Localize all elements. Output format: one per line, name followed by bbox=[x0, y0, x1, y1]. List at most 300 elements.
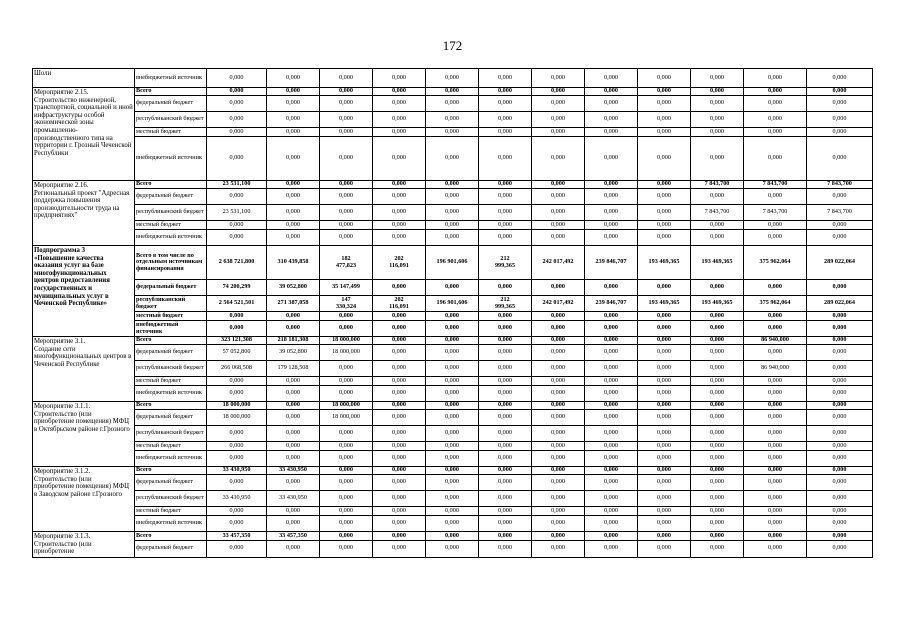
amount-cell: 0,000 bbox=[373, 451, 426, 467]
table-row bbox=[33, 475, 873, 491]
amount-cell: 0,000 bbox=[532, 402, 585, 410]
amount-cell: 0,000 bbox=[373, 442, 426, 451]
amount-cell: 0,000 bbox=[373, 181, 426, 189]
funding-source-cell: Всего bbox=[135, 337, 207, 345]
amount-cell: 289 022,064 bbox=[807, 246, 873, 280]
funding-source-cell: федеральный бюджет bbox=[135, 96, 207, 112]
amount-cell: 0,000 bbox=[807, 377, 873, 386]
amount-cell: 0,000 bbox=[207, 377, 267, 386]
amount-cell: 0,000 bbox=[532, 516, 585, 532]
amount-cell: 0,000 bbox=[744, 532, 807, 541]
amount-cell: 0,000 bbox=[267, 181, 320, 189]
amount-cell: 0,000 bbox=[532, 230, 585, 246]
amount-cell: 0,000 bbox=[426, 402, 479, 410]
amount-cell: 0,000 bbox=[426, 451, 479, 467]
amount-cell: 0,000 bbox=[320, 540, 373, 557]
amount-cell: 0,000 bbox=[638, 321, 691, 337]
amount-cell: 0,000 bbox=[744, 221, 807, 230]
amount-cell: 0,000 bbox=[320, 321, 373, 337]
amount-cell: 0,000 bbox=[320, 128, 373, 137]
amount-cell: 0,000 bbox=[373, 128, 426, 137]
amount-cell: 0,000 bbox=[691, 467, 744, 475]
budget-table-body bbox=[33, 69, 873, 558]
amount-cell: 0,000 bbox=[691, 230, 744, 246]
amount-cell: 33 430,950 bbox=[267, 467, 320, 475]
measure-name-cell: Мероприятие 3.1.2. Строительство (или приобретение помещения) МФЦ в Заводском районе г.Грозного bbox=[33, 467, 135, 532]
amount-cell: 0,000 bbox=[267, 475, 320, 491]
amount-cell: 0,000 bbox=[426, 475, 479, 491]
amount-cell: 0,000 bbox=[207, 137, 267, 181]
amount-cell: 0,000 bbox=[691, 345, 744, 361]
measure-name-cell: Шоли bbox=[33, 69, 135, 88]
amount-cell: 0,000 bbox=[585, 402, 638, 410]
amount-cell: 0,000 bbox=[479, 69, 532, 88]
table-row bbox=[33, 442, 873, 451]
amount-cell: 0,000 bbox=[479, 442, 532, 451]
amount-cell: 0,000 bbox=[373, 205, 426, 221]
amount-cell: 0,000 bbox=[267, 386, 320, 402]
amount-cell: 0,000 bbox=[479, 361, 532, 377]
amount-cell: 0,000 bbox=[691, 507, 744, 516]
amount-cell: 0,000 bbox=[691, 221, 744, 230]
amount-cell: 0,000 bbox=[807, 402, 873, 410]
amount-cell: 0,000 bbox=[426, 189, 479, 205]
funding-source-cell: федеральный бюджет bbox=[135, 410, 207, 426]
amount-cell: 0,000 bbox=[585, 181, 638, 189]
funding-source-cell: внебюджетный источник bbox=[135, 386, 207, 402]
amount-cell: 0,000 bbox=[426, 312, 479, 321]
funding-source-cell: республиканский бюджет bbox=[135, 112, 207, 128]
amount-cell: 0,000 bbox=[532, 467, 585, 475]
table-row bbox=[33, 377, 873, 386]
amount-cell: 0,000 bbox=[479, 205, 532, 221]
amount-cell: 193 469,365 bbox=[638, 296, 691, 312]
amount-cell: 271 387,058 bbox=[267, 296, 320, 312]
amount-cell: 0,000 bbox=[744, 230, 807, 246]
amount-cell: 0,000 bbox=[744, 112, 807, 128]
amount-cell: 0,000 bbox=[426, 345, 479, 361]
amount-cell: 0,000 bbox=[532, 491, 585, 507]
funding-source-cell: Всего в том числе по отдельным источникам финансирования bbox=[135, 246, 207, 280]
amount-cell: 0,000 bbox=[744, 386, 807, 402]
amount-cell: 0,000 bbox=[479, 337, 532, 345]
amount-cell: 0,000 bbox=[479, 491, 532, 507]
amount-cell: 0,000 bbox=[479, 181, 532, 189]
amount-cell: 0,000 bbox=[373, 345, 426, 361]
amount-cell: 0,000 bbox=[638, 230, 691, 246]
amount-cell: 18 000,000 bbox=[320, 410, 373, 426]
amount-cell: 0,000 bbox=[320, 230, 373, 246]
funding-source-cell: федеральный бюджет bbox=[135, 540, 207, 557]
amount-cell: 0,000 bbox=[638, 88, 691, 96]
funding-source-cell: федеральный бюджет bbox=[135, 280, 207, 296]
amount-cell: 218 181,308 bbox=[267, 337, 320, 345]
amount-cell: 0,000 bbox=[267, 426, 320, 442]
amount-cell: 0,000 bbox=[691, 189, 744, 205]
amount-cell: 7 843,700 bbox=[807, 205, 873, 221]
amount-cell: 0,000 bbox=[585, 540, 638, 557]
amount-cell: 0,000 bbox=[744, 312, 807, 321]
amount-cell: 7 843,700 bbox=[691, 205, 744, 221]
funding-source-cell: местный бюджет bbox=[135, 507, 207, 516]
amount-cell: 0,000 bbox=[638, 410, 691, 426]
amount-cell: 0,000 bbox=[479, 402, 532, 410]
table-row bbox=[33, 507, 873, 516]
table-row bbox=[33, 321, 873, 337]
amount-cell: 147 330,324 bbox=[320, 296, 373, 312]
amount-cell: 0,000 bbox=[744, 137, 807, 181]
table-row bbox=[33, 345, 873, 361]
amount-cell: 18 000,000 bbox=[207, 410, 267, 426]
amount-cell: 0,000 bbox=[479, 189, 532, 205]
amount-cell: 179 128,508 bbox=[267, 361, 320, 377]
amount-cell: 0,000 bbox=[267, 112, 320, 128]
amount-cell: 0,000 bbox=[807, 442, 873, 451]
amount-cell: 0,000 bbox=[807, 386, 873, 402]
amount-cell: 0,000 bbox=[744, 96, 807, 112]
table-row bbox=[33, 69, 873, 88]
amount-cell: 0,000 bbox=[320, 205, 373, 221]
amount-cell: 242 017,492 bbox=[532, 296, 585, 312]
amount-cell: 0,000 bbox=[807, 507, 873, 516]
amount-cell: 0,000 bbox=[207, 475, 267, 491]
amount-cell: 0,000 bbox=[638, 467, 691, 475]
amount-cell: 0,000 bbox=[479, 475, 532, 491]
table-row bbox=[33, 181, 873, 189]
amount-cell: 0,000 bbox=[479, 426, 532, 442]
amount-cell: 0,000 bbox=[744, 467, 807, 475]
amount-cell: 0,000 bbox=[426, 491, 479, 507]
amount-cell: 182 477,823 bbox=[320, 246, 373, 280]
amount-cell: 0,000 bbox=[585, 312, 638, 321]
table-row bbox=[33, 402, 873, 410]
funding-source-cell: федеральный бюджет bbox=[135, 189, 207, 205]
amount-cell: 0,000 bbox=[744, 377, 807, 386]
funding-source-cell: Всего bbox=[135, 467, 207, 475]
amount-cell: 242 017,492 bbox=[532, 246, 585, 280]
amount-cell: 0,000 bbox=[532, 96, 585, 112]
amount-cell: 0,000 bbox=[807, 221, 873, 230]
amount-cell: 0,000 bbox=[807, 137, 873, 181]
amount-cell: 0,000 bbox=[744, 280, 807, 296]
amount-cell: 0,000 bbox=[267, 451, 320, 467]
amount-cell: 33 430,950 bbox=[207, 491, 267, 507]
table-row bbox=[33, 361, 873, 377]
amount-cell: 39 052,800 bbox=[267, 345, 320, 361]
amount-cell: 0,000 bbox=[267, 221, 320, 230]
amount-cell: 0,000 bbox=[426, 137, 479, 181]
funding-source-cell: внебюджетный источник bbox=[135, 451, 207, 467]
amount-cell: 0,000 bbox=[320, 507, 373, 516]
amount-cell: 0,000 bbox=[479, 137, 532, 181]
amount-cell: 0,000 bbox=[373, 386, 426, 402]
amount-cell: 0,000 bbox=[638, 516, 691, 532]
amount-cell: 0,000 bbox=[373, 426, 426, 442]
amount-cell: 0,000 bbox=[532, 442, 585, 451]
amount-cell: 0,000 bbox=[585, 451, 638, 467]
amount-cell: 0,000 bbox=[426, 321, 479, 337]
amount-cell: 193 469,365 bbox=[638, 246, 691, 280]
amount-cell: 7 843,700 bbox=[744, 181, 807, 189]
table-row bbox=[33, 230, 873, 246]
amount-cell: 23 531,100 bbox=[207, 205, 267, 221]
amount-cell: 0,000 bbox=[320, 442, 373, 451]
amount-cell: 0,000 bbox=[585, 321, 638, 337]
amount-cell: 0,000 bbox=[267, 402, 320, 410]
amount-cell: 0,000 bbox=[638, 181, 691, 189]
amount-cell: 0,000 bbox=[638, 96, 691, 112]
amount-cell: 0,000 bbox=[426, 507, 479, 516]
amount-cell: 0,000 bbox=[638, 345, 691, 361]
amount-cell: 196 901,606 bbox=[426, 246, 479, 280]
amount-cell: 0,000 bbox=[691, 128, 744, 137]
amount-cell: 0,000 bbox=[479, 516, 532, 532]
amount-cell: 0,000 bbox=[532, 377, 585, 386]
amount-cell: 202 116,091 bbox=[373, 296, 426, 312]
amount-cell: 0,000 bbox=[479, 128, 532, 137]
table-row bbox=[33, 112, 873, 128]
amount-cell: 266 068,508 bbox=[207, 361, 267, 377]
amount-cell: 0,000 bbox=[373, 221, 426, 230]
amount-cell: 0,000 bbox=[426, 540, 479, 557]
table-row bbox=[33, 221, 873, 230]
amount-cell: 0,000 bbox=[320, 88, 373, 96]
amount-cell: 289 022,064 bbox=[807, 296, 873, 312]
amount-cell: 0,000 bbox=[638, 69, 691, 88]
amount-cell: 0,000 bbox=[267, 205, 320, 221]
amount-cell: 57 052,800 bbox=[207, 345, 267, 361]
funding-source-cell: местный бюджет bbox=[135, 221, 207, 230]
page-number: 172 bbox=[442, 38, 463, 53]
amount-cell: 0,000 bbox=[320, 361, 373, 377]
amount-cell: 0,000 bbox=[373, 361, 426, 377]
amount-cell: 0,000 bbox=[479, 312, 532, 321]
amount-cell: 0,000 bbox=[638, 426, 691, 442]
amount-cell: 0,000 bbox=[373, 337, 426, 345]
amount-cell: 0,000 bbox=[744, 88, 807, 96]
amount-cell: 0,000 bbox=[479, 321, 532, 337]
amount-cell: 0,000 bbox=[691, 96, 744, 112]
amount-cell: 0,000 bbox=[320, 451, 373, 467]
amount-cell: 0,000 bbox=[267, 230, 320, 246]
amount-cell: 0,000 bbox=[744, 451, 807, 467]
amount-cell: 18 000,000 bbox=[320, 345, 373, 361]
amount-cell: 0,000 bbox=[807, 112, 873, 128]
amount-cell: 0,000 bbox=[585, 112, 638, 128]
amount-cell: 0,000 bbox=[532, 540, 585, 557]
amount-cell: 0,000 bbox=[532, 137, 585, 181]
amount-cell: 7 843,700 bbox=[807, 181, 873, 189]
funding-source-cell: внебюджетный источник bbox=[135, 321, 207, 337]
amount-cell: 0,000 bbox=[320, 532, 373, 541]
amount-cell: 0,000 bbox=[532, 88, 585, 96]
amount-cell: 0,000 bbox=[320, 386, 373, 402]
amount-cell: 0,000 bbox=[585, 475, 638, 491]
amount-cell: 0,000 bbox=[373, 410, 426, 426]
amount-cell: 0,000 bbox=[320, 189, 373, 205]
amount-cell: 193 469,365 bbox=[691, 246, 744, 280]
amount-cell: 0,000 bbox=[585, 221, 638, 230]
amount-cell: 0,000 bbox=[691, 442, 744, 451]
amount-cell: 0,000 bbox=[207, 189, 267, 205]
amount-cell: 0,000 bbox=[426, 112, 479, 128]
amount-cell: 0,000 bbox=[373, 377, 426, 386]
funding-source-cell: республиканский бюджет bbox=[135, 491, 207, 507]
amount-cell: 0,000 bbox=[479, 451, 532, 467]
amount-cell: 0,000 bbox=[479, 221, 532, 230]
amount-cell: 0,000 bbox=[585, 189, 638, 205]
amount-cell: 7 843,700 bbox=[744, 205, 807, 221]
amount-cell: 0,000 bbox=[585, 467, 638, 475]
amount-cell: 375 962,064 bbox=[744, 246, 807, 280]
amount-cell: 0,000 bbox=[638, 189, 691, 205]
amount-cell: 0,000 bbox=[532, 221, 585, 230]
funding-source-cell: внебюджетный источник bbox=[135, 137, 207, 181]
amount-cell: 0,000 bbox=[638, 312, 691, 321]
amount-cell: 0,000 bbox=[638, 507, 691, 516]
table-row bbox=[33, 532, 873, 541]
table-row bbox=[33, 137, 873, 181]
amount-cell: 0,000 bbox=[638, 491, 691, 507]
amount-cell: 0,000 bbox=[479, 96, 532, 112]
amount-cell: 0,000 bbox=[532, 410, 585, 426]
amount-cell: 0,000 bbox=[691, 516, 744, 532]
amount-cell: 0,000 bbox=[807, 475, 873, 491]
amount-cell: 0,000 bbox=[479, 532, 532, 541]
amount-cell: 0,000 bbox=[320, 221, 373, 230]
amount-cell: 0,000 bbox=[426, 337, 479, 345]
amount-cell: 0,000 bbox=[744, 345, 807, 361]
amount-cell: 0,000 bbox=[532, 280, 585, 296]
table-row bbox=[33, 205, 873, 221]
amount-cell: 0,000 bbox=[691, 321, 744, 337]
amount-cell: 0,000 bbox=[585, 280, 638, 296]
amount-cell: 0,000 bbox=[744, 475, 807, 491]
amount-cell: 86 940,000 bbox=[744, 361, 807, 377]
amount-cell: 0,000 bbox=[638, 377, 691, 386]
amount-cell: 0,000 bbox=[585, 345, 638, 361]
amount-cell: 0,000 bbox=[373, 88, 426, 96]
amount-cell: 0,000 bbox=[532, 321, 585, 337]
amount-cell: 0,000 bbox=[691, 451, 744, 467]
amount-cell: 0,000 bbox=[807, 426, 873, 442]
amount-cell: 0,000 bbox=[267, 507, 320, 516]
amount-cell: 0,000 bbox=[638, 475, 691, 491]
amount-cell: 0,000 bbox=[426, 69, 479, 88]
amount-cell: 0,000 bbox=[744, 128, 807, 137]
amount-cell: 0,000 bbox=[320, 475, 373, 491]
budget-table bbox=[32, 68, 873, 558]
amount-cell: 0,000 bbox=[807, 96, 873, 112]
amount-cell: 0,000 bbox=[426, 230, 479, 246]
amount-cell: 0,000 bbox=[744, 507, 807, 516]
amount-cell: 0,000 bbox=[532, 128, 585, 137]
amount-cell: 323 121,308 bbox=[207, 337, 267, 345]
amount-cell: 0,000 bbox=[320, 69, 373, 88]
amount-cell: 0,000 bbox=[426, 128, 479, 137]
amount-cell: 0,000 bbox=[373, 137, 426, 181]
amount-cell: 0,000 bbox=[691, 475, 744, 491]
amount-cell: 0,000 bbox=[320, 377, 373, 386]
amount-cell: 0,000 bbox=[691, 402, 744, 410]
amount-cell: 0,000 bbox=[691, 137, 744, 181]
amount-cell: 0,000 bbox=[532, 337, 585, 345]
amount-cell: 0,000 bbox=[744, 410, 807, 426]
table-row bbox=[33, 516, 873, 532]
table-row bbox=[33, 296, 873, 312]
amount-cell: 0,000 bbox=[585, 205, 638, 221]
amount-cell: 0,000 bbox=[585, 337, 638, 345]
table-row bbox=[33, 386, 873, 402]
amount-cell: 0,000 bbox=[638, 442, 691, 451]
amount-cell: 0,000 bbox=[807, 321, 873, 337]
amount-cell: 0,000 bbox=[691, 532, 744, 541]
amount-cell: 0,000 bbox=[373, 402, 426, 410]
amount-cell: 0,000 bbox=[426, 361, 479, 377]
amount-cell: 0,000 bbox=[744, 426, 807, 442]
amount-cell: 0,000 bbox=[320, 467, 373, 475]
amount-cell: 0,000 bbox=[807, 230, 873, 246]
amount-cell: 0,000 bbox=[691, 312, 744, 321]
amount-cell: 0,000 bbox=[532, 386, 585, 402]
table-row bbox=[33, 491, 873, 507]
amount-cell: 0,000 bbox=[744, 321, 807, 337]
amount-cell: 0,000 bbox=[479, 507, 532, 516]
amount-cell: 375 962,064 bbox=[744, 296, 807, 312]
amount-cell: 39 052,800 bbox=[267, 280, 320, 296]
amount-cell: 0,000 bbox=[807, 540, 873, 557]
amount-cell: 0,000 bbox=[807, 337, 873, 345]
amount-cell: 0,000 bbox=[373, 532, 426, 541]
table-row bbox=[33, 128, 873, 137]
amount-cell: 0,000 bbox=[267, 377, 320, 386]
amount-cell: 0,000 bbox=[320, 181, 373, 189]
amount-cell: 0,000 bbox=[585, 230, 638, 246]
funding-source-cell: внебюджетный источник bbox=[135, 69, 207, 88]
amount-cell: 0,000 bbox=[532, 507, 585, 516]
amount-cell: 0,000 bbox=[207, 516, 267, 532]
amount-cell: 0,000 bbox=[807, 88, 873, 96]
amount-cell: 0,000 bbox=[532, 345, 585, 361]
amount-cell: 0,000 bbox=[744, 402, 807, 410]
amount-cell: 18 000,000 bbox=[320, 402, 373, 410]
amount-cell: 196 901,606 bbox=[426, 296, 479, 312]
funding-source-cell: республиканский бюджет bbox=[135, 426, 207, 442]
amount-cell: 0,000 bbox=[207, 88, 267, 96]
amount-cell: 0,000 bbox=[207, 540, 267, 557]
amount-cell: 0,000 bbox=[320, 112, 373, 128]
amount-cell: 0,000 bbox=[585, 442, 638, 451]
funding-source-cell: Всего bbox=[135, 402, 207, 410]
amount-cell: 0,000 bbox=[479, 112, 532, 128]
amount-cell: 0,000 bbox=[807, 189, 873, 205]
funding-source-cell: республиканский бюджет bbox=[135, 361, 207, 377]
amount-cell: 0,000 bbox=[426, 221, 479, 230]
amount-cell: 0,000 bbox=[532, 181, 585, 189]
amount-cell: 0,000 bbox=[479, 345, 532, 361]
amount-cell: 0,000 bbox=[532, 189, 585, 205]
funding-source-cell: Всего bbox=[135, 88, 207, 96]
amount-cell: 0,000 bbox=[320, 426, 373, 442]
amount-cell: 0,000 bbox=[320, 96, 373, 112]
amount-cell: 0,000 bbox=[207, 312, 267, 321]
amount-cell: 0,000 bbox=[373, 507, 426, 516]
amount-cell: 202 116,091 bbox=[373, 246, 426, 280]
amount-cell: 0,000 bbox=[479, 410, 532, 426]
amount-cell: 0,000 bbox=[320, 491, 373, 507]
table-row bbox=[33, 410, 873, 426]
funding-source-cell: местный бюджет bbox=[135, 377, 207, 386]
